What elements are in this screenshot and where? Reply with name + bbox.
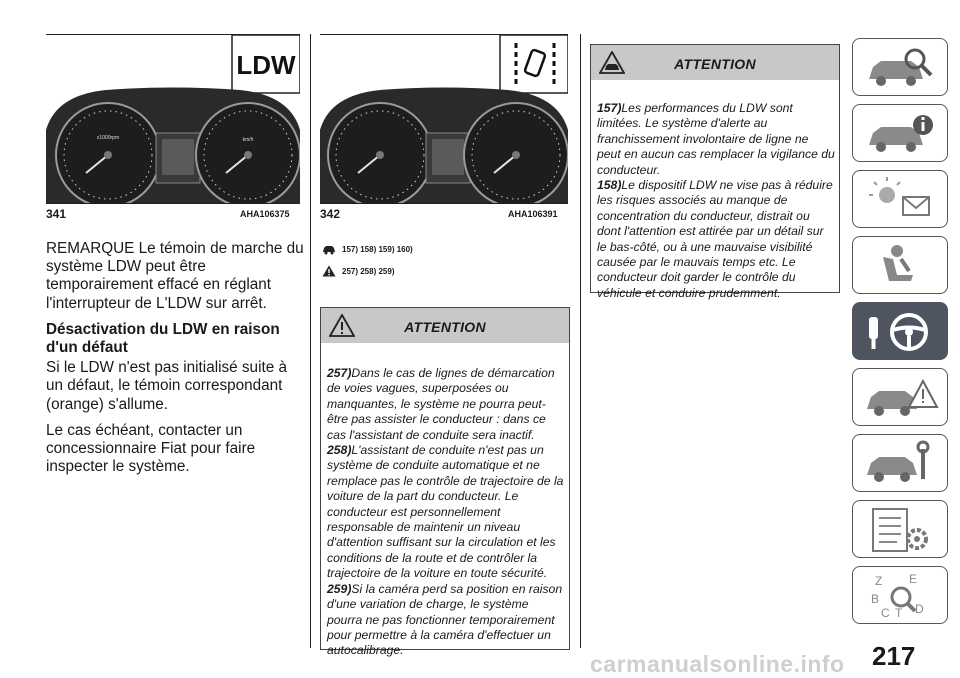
instrument-cluster-lane-icon-drawing <box>320 35 568 203</box>
attention-header <box>321 308 569 343</box>
instrument-cluster-drawing <box>46 35 300 203</box>
warning-259 <box>327 582 565 659</box>
tab-car-wrench[interactable] <box>852 434 948 492</box>
attention-box-right <box>590 44 840 300</box>
figure-341-number: 341 <box>46 207 67 221</box>
warning-number: 158) <box>597 178 622 193</box>
ldw-callout-label: LDW <box>236 50 296 80</box>
attention-title: ATTENTION <box>674 56 756 72</box>
tab-car-search[interactable] <box>852 38 948 96</box>
warning-text: Si la caméra perd sa position en raison d'une variation de charge, le système pourra ne pas fonctionner temporairement pour permettre à la caméra d'effectuer un autocalibrage. <box>327 581 563 658</box>
car-info-icon <box>853 105 949 163</box>
figure-341-code: AHA106375 <box>240 209 290 219</box>
reference-list-warning[interactable]: 257) 258) 259) <box>342 266 395 276</box>
figure-341-instrument-cluster <box>46 34 300 204</box>
warning-number: 157) <box>597 101 622 115</box>
warning-text: Les performances du LDW sont limitées. Le système d'alerte au franchissement involontaire de ligne ne peut en aucun cas remplacer la vigilance du conducteur. <box>597 101 835 177</box>
svg-text:C: C <box>881 606 890 620</box>
alphabet-index-icon <box>853 567 949 625</box>
lights-envelope-icon <box>853 171 949 229</box>
dealer-paragraph: Le cas échéant, contacter un concessionnaire Fiat pour faire inspecter le système. <box>46 421 256 476</box>
warning-257 <box>327 366 565 443</box>
remark-paragraph: REMARQUE Le témoin de marche du système LDW peut être temporairement effacé en réglant l'interrupteur de L'LDW sur arrêt. <box>46 240 304 312</box>
defect-paragraph: Si le LDW n'est pas initialisé suite à un défaut, le témoin correspondant (orange) s'allume. <box>46 359 287 413</box>
page-number: 217 <box>872 641 916 671</box>
warning-number: 258) <box>327 443 352 458</box>
svg-text:Z: Z <box>875 574 883 588</box>
tab-checklist-gear[interactable] <box>852 500 948 558</box>
seat-person-icon <box>853 237 949 295</box>
section-heading: Désactivation du LDW en raison d'un défaut <box>46 320 280 357</box>
column-divider-left <box>310 34 311 648</box>
speed-scale-label: km/h <box>242 137 254 143</box>
warning-158 <box>597 178 835 301</box>
checklist-gear-icon <box>853 501 949 559</box>
attention-body <box>597 101 835 301</box>
warning-number: 257) <box>327 366 352 380</box>
warning-number: 259) <box>327 581 352 596</box>
tab-car-warning[interactable] <box>852 368 948 426</box>
figure-342-number: 342 <box>320 207 341 221</box>
car-warning-icon <box>853 369 949 427</box>
steering-wheel-key-icon <box>853 303 949 361</box>
warning-text: Le dispositif LDW ne vise pas à réduire les risques associés au manque de concentration du conducteur, distrait ou dont l'attention est attirée par un détail sur le bas-côté, ou à une mauvaise visibilité causée par le mauvais temps etc. Le conducteur doit garder le contrôle du véhicule et conduire prudemment. <box>597 178 833 300</box>
reference-row-note <box>322 243 413 255</box>
car-note-icon <box>322 243 336 255</box>
reference-list-note[interactable]: 157) 158) 159) 160) <box>342 244 413 254</box>
figure-342-instrument-cluster <box>320 34 568 204</box>
car-wrench-icon <box>853 435 949 493</box>
figure-342-code: AHA106391 <box>508 209 558 219</box>
attention-title: ATTENTION <box>404 319 486 335</box>
warning-258 <box>327 443 565 582</box>
rpm-scale-label: x1000rpm <box>96 135 120 141</box>
attention-header <box>591 45 839 80</box>
svg-text:E: E <box>909 572 918 586</box>
tab-lights-envelope[interactable] <box>852 170 948 228</box>
reference-row-warning <box>322 265 394 277</box>
column-divider-right <box>580 34 581 648</box>
attention-body <box>327 366 565 659</box>
warning-text: Dans le cas de lignes de démarcation de voies vagues, superposées ou manquantes, le système ne pourra peut-être pas assister le conducteur : dans ce cas l'assistant de conduite sera inactif. <box>327 366 555 442</box>
tab-car-info[interactable] <box>852 104 948 162</box>
attention-box-middle <box>320 307 570 658</box>
svg-text:B: B <box>871 592 880 606</box>
svg-text:T: T <box>895 606 903 620</box>
svg-text:D: D <box>915 602 924 616</box>
car-search-icon <box>853 39 949 97</box>
warning-157 <box>597 101 835 178</box>
left-column-text <box>46 240 304 484</box>
tab-alphabet-index[interactable] <box>852 566 948 624</box>
warning-text: L'assistant de conduite n'est pas un système de conduite automatique et ne remplace pas le contrôle de trajectoire de la voiture de la part du conducteur. Le conducteur est personnellement responsable de maintenir un niveau d'attention suffisant sur la circulation et les conditions de la route et de contrôler la trajectoire de la voiture en toute sécurité. <box>327 443 564 581</box>
tab-steering-key[interactable] <box>852 302 948 360</box>
tab-seat-person[interactable] <box>852 236 948 294</box>
warning-triangle-icon <box>322 265 336 277</box>
watermark-text: carmanualsonline.info <box>590 651 845 677</box>
